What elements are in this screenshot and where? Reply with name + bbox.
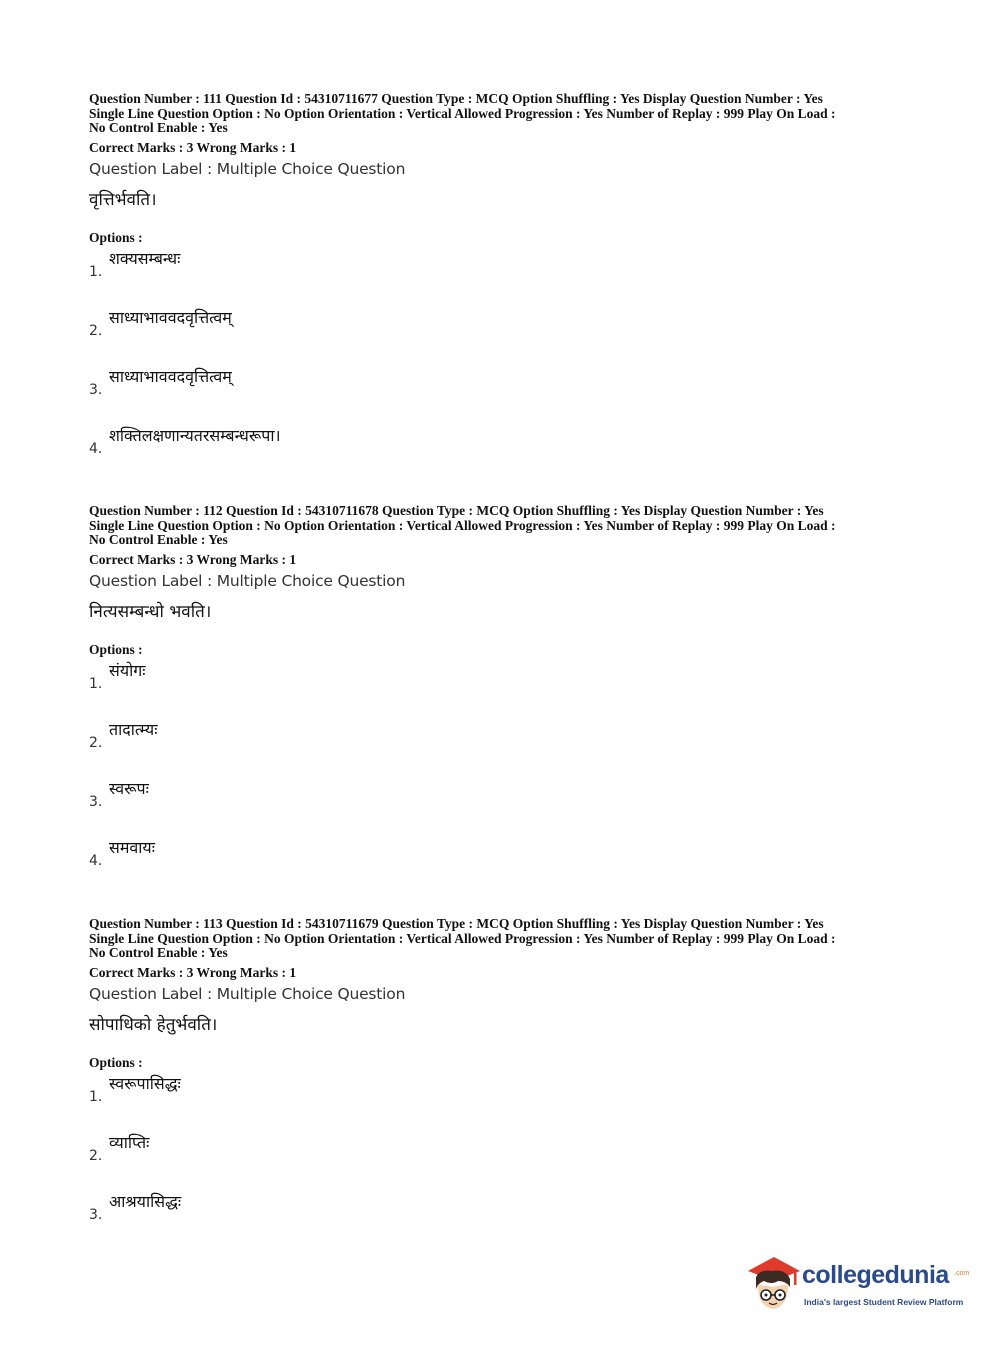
meta-line: Single Line Question Option : No Option Orientation : Vertical Allowed Progression : Yes Number of Replay : 999 Play On Load : <box>89 105 836 121</box>
logo-wordmark: collegedunia <box>802 1261 949 1289</box>
mascot-icon <box>742 1251 804 1317</box>
question-block <box>89 92 919 484</box>
meta-line: No Control Enable : Yes <box>89 120 228 136</box>
option-item <box>89 837 919 896</box>
marks-line: Correct Marks : 3 Wrong Marks : 1 <box>89 551 297 567</box>
option-text: शक्तिलक्षणान्यतरसम्बन्धरूपा। <box>109 426 281 446</box>
question-label: Question Label : Multiple Choice Question <box>89 160 406 179</box>
option-text: तादात्म्यः <box>109 720 158 740</box>
option-text: साध्याभाववदवृत्तित्वम् <box>109 308 232 328</box>
question-meta <box>89 917 919 961</box>
meta-line: No Control Enable : Yes <box>89 945 228 961</box>
option-number: 2. <box>89 1148 103 1165</box>
option-number: 1. <box>89 676 103 693</box>
option-text: साध्याभाववदवृत्तित्वम् <box>109 367 232 387</box>
option-item <box>89 366 919 425</box>
question-text: नित्यसम्बन्धो भवति। <box>89 602 212 623</box>
option-text: स्वरूपः <box>109 779 149 799</box>
option-item <box>89 778 919 837</box>
meta-line: Question Number : 113 Question Id : 54310711679 Question Type : MCQ Option Shuffling : Yes Display Question Number : Yes <box>89 916 824 931</box>
option-text: समवायः <box>109 838 155 858</box>
option-number: 1. <box>89 264 103 281</box>
meta-line: Question Number : 112 Question Id : 54310711678 Question Type : MCQ Option Shuffling : Yes Display Question Number : Yes <box>89 503 824 518</box>
question-meta <box>89 92 919 136</box>
options-label: Options : <box>89 230 143 246</box>
option-text: आश्रयासिद्धः <box>109 1192 182 1212</box>
option-number: 2. <box>89 323 103 340</box>
logo-tagline: India's largest Student Review Platform <box>804 1297 964 1307</box>
option-number: 2. <box>89 735 103 752</box>
option-text: संयोगः <box>109 661 146 681</box>
option-number: 3. <box>89 794 103 811</box>
options-list <box>89 660 919 896</box>
option-number: 3. <box>89 1207 103 1224</box>
option-number: 1. <box>89 1089 103 1106</box>
options-label: Options : <box>89 1055 143 1071</box>
option-item <box>89 660 919 719</box>
option-text: शक्यसम्बन्धः <box>109 249 181 269</box>
meta-line: Question Number : 111 Question Id : 54310711677 Question Type : MCQ Option Shuffling : Yes Display Question Number : Yes <box>89 91 823 106</box>
meta-line: Single Line Question Option : No Option Orientation : Vertical Allowed Progression : Yes Number of Replay : 999 Play On Load : <box>89 930 836 946</box>
marks-line: Correct Marks : 3 Wrong Marks : 1 <box>89 964 297 980</box>
question-block <box>89 504 919 896</box>
collegedunia-logo <box>742 1251 972 1321</box>
question-text: सोपाधिको हेतुर्भवति। <box>89 1015 218 1036</box>
options-list <box>89 248 919 484</box>
option-item <box>89 307 919 366</box>
question-meta <box>89 504 919 548</box>
question-label: Question Label : Multiple Choice Question <box>89 572 406 591</box>
question-label: Question Label : Multiple Choice Question <box>89 985 406 1004</box>
marks-line: Correct Marks : 3 Wrong Marks : 1 <box>89 139 297 155</box>
option-number: 4. <box>89 853 103 870</box>
meta-line: No Control Enable : Yes <box>89 532 228 548</box>
options-list <box>89 1073 919 1250</box>
question-text: वृत्तिर्भवति। <box>89 190 157 211</box>
option-item <box>89 1132 919 1191</box>
option-item <box>89 1191 919 1250</box>
option-item <box>89 1073 919 1132</box>
option-number: 3. <box>89 382 103 399</box>
option-item <box>89 425 919 484</box>
option-item <box>89 248 919 307</box>
option-item <box>89 719 919 778</box>
options-label: Options : <box>89 642 143 658</box>
option-text: स्वरूपासिद्धः <box>109 1074 181 1094</box>
meta-line: Single Line Question Option : No Option Orientation : Vertical Allowed Progression : Yes Number of Replay : 999 Play On Load : <box>89 517 836 533</box>
logo-suffix: .com <box>954 1270 970 1277</box>
question-block <box>89 917 919 1250</box>
option-text: व्याप्तिः <box>109 1133 150 1153</box>
option-number: 4. <box>89 441 103 458</box>
